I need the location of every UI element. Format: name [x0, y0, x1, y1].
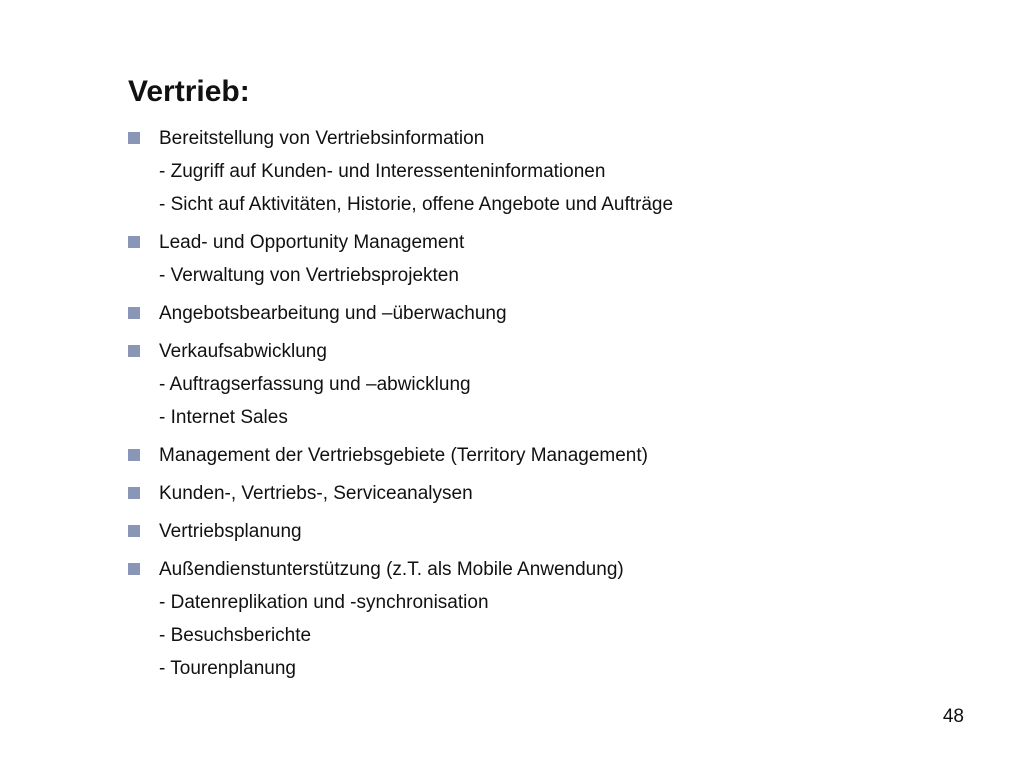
square-bullet-icon	[128, 345, 140, 357]
bullet-list	[128, 122, 948, 690]
square-bullet-icon	[128, 525, 140, 537]
sub-bullet-text: - Auftragserfassung und –abwicklung	[159, 374, 471, 395]
bullet-item	[128, 122, 948, 221]
bullet-item	[128, 439, 948, 472]
square-bullet-icon	[128, 132, 140, 144]
bullet-item	[128, 553, 948, 685]
slide-title: Vertrieb:	[128, 75, 250, 108]
bullet-text: Management der Vertriebsgebiete (Territory Management)	[159, 445, 648, 466]
bullet-text: Verkaufsabwicklung	[159, 341, 327, 362]
sub-bullet-text: - Datenreplikation und -synchronisation	[159, 592, 489, 613]
bullet-text: Angebotsbearbeitung und –überwachung	[159, 303, 507, 324]
sub-bullet-text: - Besuchsberichte	[159, 625, 312, 646]
square-bullet-icon	[128, 236, 140, 248]
square-bullet-icon	[128, 563, 140, 575]
bullet-item	[128, 335, 948, 434]
square-bullet-icon	[128, 487, 140, 499]
square-bullet-icon	[128, 307, 140, 319]
bullet-item	[128, 477, 948, 510]
sub-bullet-text: - Internet Sales	[159, 407, 288, 428]
sub-bullet-text: - Sicht auf Aktivitäten, Historie, offene Angebote und Aufträge	[159, 194, 674, 215]
bullet-text: Außendienstunterstützung (z.T. als Mobile Anwendung)	[159, 559, 624, 580]
sub-bullet-text: - Tourenplanung	[159, 658, 296, 679]
square-bullet-icon	[128, 449, 140, 461]
bullet-text: Vertriebsplanung	[159, 521, 302, 542]
bullet-item	[128, 226, 948, 292]
bullet-text: Kunden-, Vertriebs-, Serviceanalysen	[159, 483, 473, 504]
bullet-item	[128, 297, 948, 330]
bullet-text: Bereitstellung von Vertriebsinformation	[159, 128, 485, 149]
sub-bullet-text: - Zugriff auf Kunden- und Interessenteninformationen	[159, 161, 606, 182]
bullet-item	[128, 515, 948, 548]
page-number: 48	[942, 706, 964, 727]
bullet-text: Lead- und Opportunity Management	[159, 232, 465, 253]
sub-bullet-text: - Verwaltung von Vertriebsprojekten	[159, 265, 459, 286]
